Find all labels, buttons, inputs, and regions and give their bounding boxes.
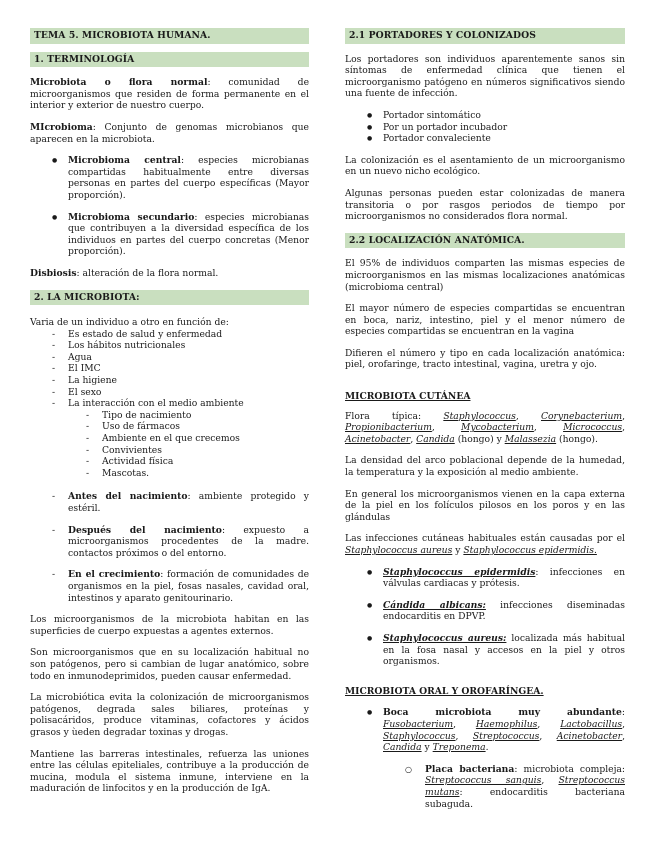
env-factor-item: - Convivientes: [30, 445, 309, 457]
portador-type-item: ● Portador sintomático: [345, 110, 625, 122]
term-aureus: Staphylococcus aureus:: [383, 632, 507, 644]
organism-name: Acinetobacter: [345, 433, 411, 445]
paragraph-patogenos: Son microorganismos que en su localización habitual no son patógenos, pero si cambian de lugar anatómico, sobre todo en inmunodeprimidos, pueden causar enfermedad.: [30, 647, 309, 682]
def-epidermidis: : infecciones en válvulas cardiacas y prótesis.: [383, 566, 625, 590]
organism-name: Haemophilus: [475, 718, 538, 730]
flora-connector: (hongo) y: [454, 433, 505, 445]
paragraph-mantiene: Mantiene las barreras intestinales, refuerza las uniones entre las células epiteliales, contribuye a la producción de mucina, modula el sistema inmune, interviene en la maduración de linfocitos y en la producción de IgA.: [30, 748, 309, 795]
portador-type-item: ● Por un portador incubador: [345, 122, 625, 134]
section-header-terminologia: 1. TERMINOLOGÍA: [30, 52, 309, 68]
paragraph-infecciones: [345, 533, 625, 556]
portador-types-list: [345, 110, 625, 145]
organism-name: Streptococcus sanguis: [425, 775, 542, 787]
factors-list: [30, 329, 309, 480]
env-factor-item: - Uso de fármacos: [30, 421, 309, 433]
factor-item: - Agua: [30, 352, 309, 364]
right-column: [345, 28, 625, 810]
term-boca: Boca microbiota muy abundante: [383, 707, 622, 719]
organism-name: Treponema: [432, 742, 486, 754]
paragraph-evita: La microbiótica evita la colonización de microorganismos patógenos, degrada sales biliares, proteínas y polisacáridos, produce vitaminas, cofactores y ácidos grasos y ùeden degradar toxinas y drogas.: [30, 692, 309, 738]
organism-name: Candida: [383, 742, 422, 754]
term-central: Microbioma central: [68, 155, 181, 167]
paragraph-mayor: El mayor número de especies compartidas se encuentran en boca, nariz, intestino, piel y el menor número de especies compartidas se encuentran en la vagina: [345, 303, 625, 338]
left-column: [30, 28, 309, 805]
def-secundario: : especies microbianas que contribuyen a la diversidad específica de los individuos en partes del cuerpo concretas (Menor proporción).: [68, 211, 309, 258]
def-microbioma: : Conjunto de genomas microbianos que aparecen en la microbiota.: [30, 121, 309, 145]
factor-item: - La interacción con el medio ambiente: [30, 398, 309, 410]
organism-name: Acinetobacter: [556, 730, 623, 742]
infecciones-connector: y: [452, 545, 464, 556]
oral-connector: y: [421, 742, 433, 754]
section-header-portadores: 2.1 PORTADORES Y COLONIZADOS: [345, 28, 625, 44]
paragraph-colonizadas: Algunas personas pueden estar colonizadas de manera transitoria o por rasgos periodos de tiempo por microorganismos no considerados flora normal.: [345, 187, 625, 223]
term-placa: Placa bacteriana: [425, 763, 515, 775]
term-epidermidis: Staphylococcus epidermidis: [383, 566, 536, 578]
env-factor-item: - Mascotas.: [30, 468, 309, 480]
term-despues: Después del nacimiento: [68, 524, 222, 536]
term-crecimiento: En el crecimiento: [68, 569, 161, 581]
organism-name: Propionibacterium: [345, 422, 432, 434]
bullet-candida: [345, 600, 625, 623]
factor-item: - El IMC: [30, 363, 309, 375]
term-antes: Antes del nacimiento: [68, 491, 188, 503]
term-microbiota: Microbiota o flora normal: [30, 77, 208, 89]
bullet-microbioma-secundario: [30, 212, 309, 258]
def-microbiota: : comunidad de microorganismos que residen de forma permanente en el interior y exterior de nuestro cuerpo.: [30, 77, 310, 112]
def-candida: infecciones diseminadas endocarditis en DPVP.: [383, 599, 625, 623]
organism-name: Fusobacterium: [383, 718, 454, 730]
stage-crecimiento: [30, 569, 309, 604]
factor-item: - El sexo: [30, 387, 309, 399]
infecciones-text: Las infecciones cutáneas habituales están causadas por el: [345, 533, 625, 545]
organism-name: Staphylococcus aureus: [345, 545, 453, 556]
paragraph-habitan: Los microorganismos de la microbiota habitan en las superficies de cuerpo expuestas a agentes externos.: [30, 614, 309, 637]
organism-name: Lactobacillus: [560, 718, 623, 730]
bullet-microbioma-central: [30, 155, 309, 201]
paragraph-densidad: La densidad del arco poblacional depende de la humedad, la temperatura y la exposición al medio ambiente.: [345, 455, 625, 479]
stage-despues: [30, 525, 309, 560]
organism-name: Staphylococcus: [383, 730, 456, 742]
organism-name: Staphylococcus: [443, 410, 516, 422]
subbullet-placa: ○ Placa bacteriana: microbiota compleja: Streptococcus sanguis, Streptococcus mutans: endocarditis bacteriana subaguda.: [345, 764, 625, 810]
organism-name: Micrococcus: [563, 422, 623, 434]
section-header-localizacion: 2.2 LOCALIZACIÓN ANATÓMICA.: [345, 233, 625, 249]
placa-end: endocarditis bacteriana subaguda.: [425, 786, 625, 810]
title-microbiota-cutanea: MICROBIOTA CUTÁNEA: [345, 391, 471, 403]
organism-name: Mycobacterium: [461, 422, 534, 434]
bullet-epidermidis: [345, 567, 625, 590]
paragraph-microbiota: [30, 77, 309, 112]
section-header-tema: TEMA 5. MICROBIOTA HUMANA.: [30, 28, 309, 44]
term-microbioma: MIcrobioma: [30, 121, 93, 133]
flora-connector: (hongo).: [556, 433, 598, 445]
factor-item: - Los hábitos nutricionales: [30, 340, 309, 352]
paragraph-general: En general los microorganismos vienen en la capa externa de la piel en los folículos pilosos en los poros y en las glándulas: [345, 488, 625, 523]
def-antes: : ambiente protegido y estéril.: [68, 491, 309, 514]
def-aureus: localizada más habitual en la fosa nasal y accesos en la piel y otros organismos.: [383, 632, 625, 668]
env-factor-item: - Actividad física: [30, 456, 309, 468]
factor-item: - Es estado de salud y enfermedad: [30, 329, 309, 341]
bullet-aureus: [345, 633, 625, 668]
organism-name: Staphylococcus epidermidis.: [463, 545, 597, 556]
env-factor-item: - Ambiente en el que crecemos: [30, 433, 309, 445]
factor-item: - La higiene: [30, 375, 309, 387]
organism-name: Malassezia: [504, 433, 557, 445]
title-microbiota-oral: MICROBIOTA ORAL Y OROFARÍNGEA.: [345, 685, 544, 697]
paragraph-95: El 95% de individuos comparten las mismas especies de microorganismos en las mismas localizaciones anatómicas (microbioma central): [345, 258, 625, 293]
varia-intro: Varia de un individuo a otro en función de:: [30, 317, 229, 329]
organism-name: Corynebacterium: [540, 410, 623, 422]
term-secundario: Microbioma secundario: [68, 211, 195, 223]
def-central: : especies microbianas compartidas habitualmente entre diversas personas en partes del cuerpo específicas (Mayor proporción).: [68, 155, 309, 201]
paragraph-microbioma: [30, 122, 309, 145]
paragraph-difieren: Difieren el número y tipo en cada localización anatómica: piel, orofaringe, tracto intestinal, vagina, uretra y ojo.: [345, 347, 625, 371]
paragraph-portadores: Los portadores son individuos aparentemente sanos sin síntomas de enfermedad clínica que tienen el microorganismo patógeno en números significativos siendo una fuente de infección.: [345, 53, 625, 100]
def-crecimiento: : formación de comunidades de organismos en la piel, fosas nasales, cavidad oral, intestinos y aparato genitourinario.: [68, 569, 310, 604]
portador-type-item: ● Portador convaleciente: [345, 133, 625, 145]
def-disbiosis: : alteración de la flora normal.: [76, 267, 219, 279]
section-header-microbiota: 2. LA MICROBIOTA:: [30, 290, 309, 306]
def-placa: : microbiota compleja:: [514, 763, 626, 775]
env-factor-item: - Tipo de nacimiento: [30, 410, 309, 422]
oral-sep: :: [621, 707, 625, 719]
organism-name: Streptococcus mutans: [425, 775, 625, 798]
flora-label: Flora típica:: [345, 410, 444, 422]
organism-name: Candida: [416, 433, 455, 445]
organism-name: Streptococcus: [472, 730, 540, 742]
paragraph-disbiosis: [30, 268, 309, 280]
paragraph-flora-tipica: Flora típica: Staphylococcus, Corynebacterium, Propionibacterium, Mycobacterium, Micrococcus, Acinetobacter, Candida (hongo) y Malassezia (hongo).: [345, 410, 625, 445]
term-candida: Cándida albicans:: [383, 599, 486, 611]
term-disbiosis: Disbiosis: [30, 267, 77, 279]
bullet-boca: ● Boca microbiota muy abundante: Fusobacterium, Haemophilus, Lactobacillus, Staphylococcus, Streptococcus, Acinetobacter, Candida y Treponema.: [345, 707, 625, 753]
def-despues: : expuesto a microorganismos procedentes de la madre. contactos próximos o del entorno.: [68, 524, 309, 559]
paragraph-colonizacion: La colonización es el asentamiento de un microorganismo en un nuevo nicho ecológico.: [345, 154, 625, 178]
stage-antes: [30, 491, 309, 514]
